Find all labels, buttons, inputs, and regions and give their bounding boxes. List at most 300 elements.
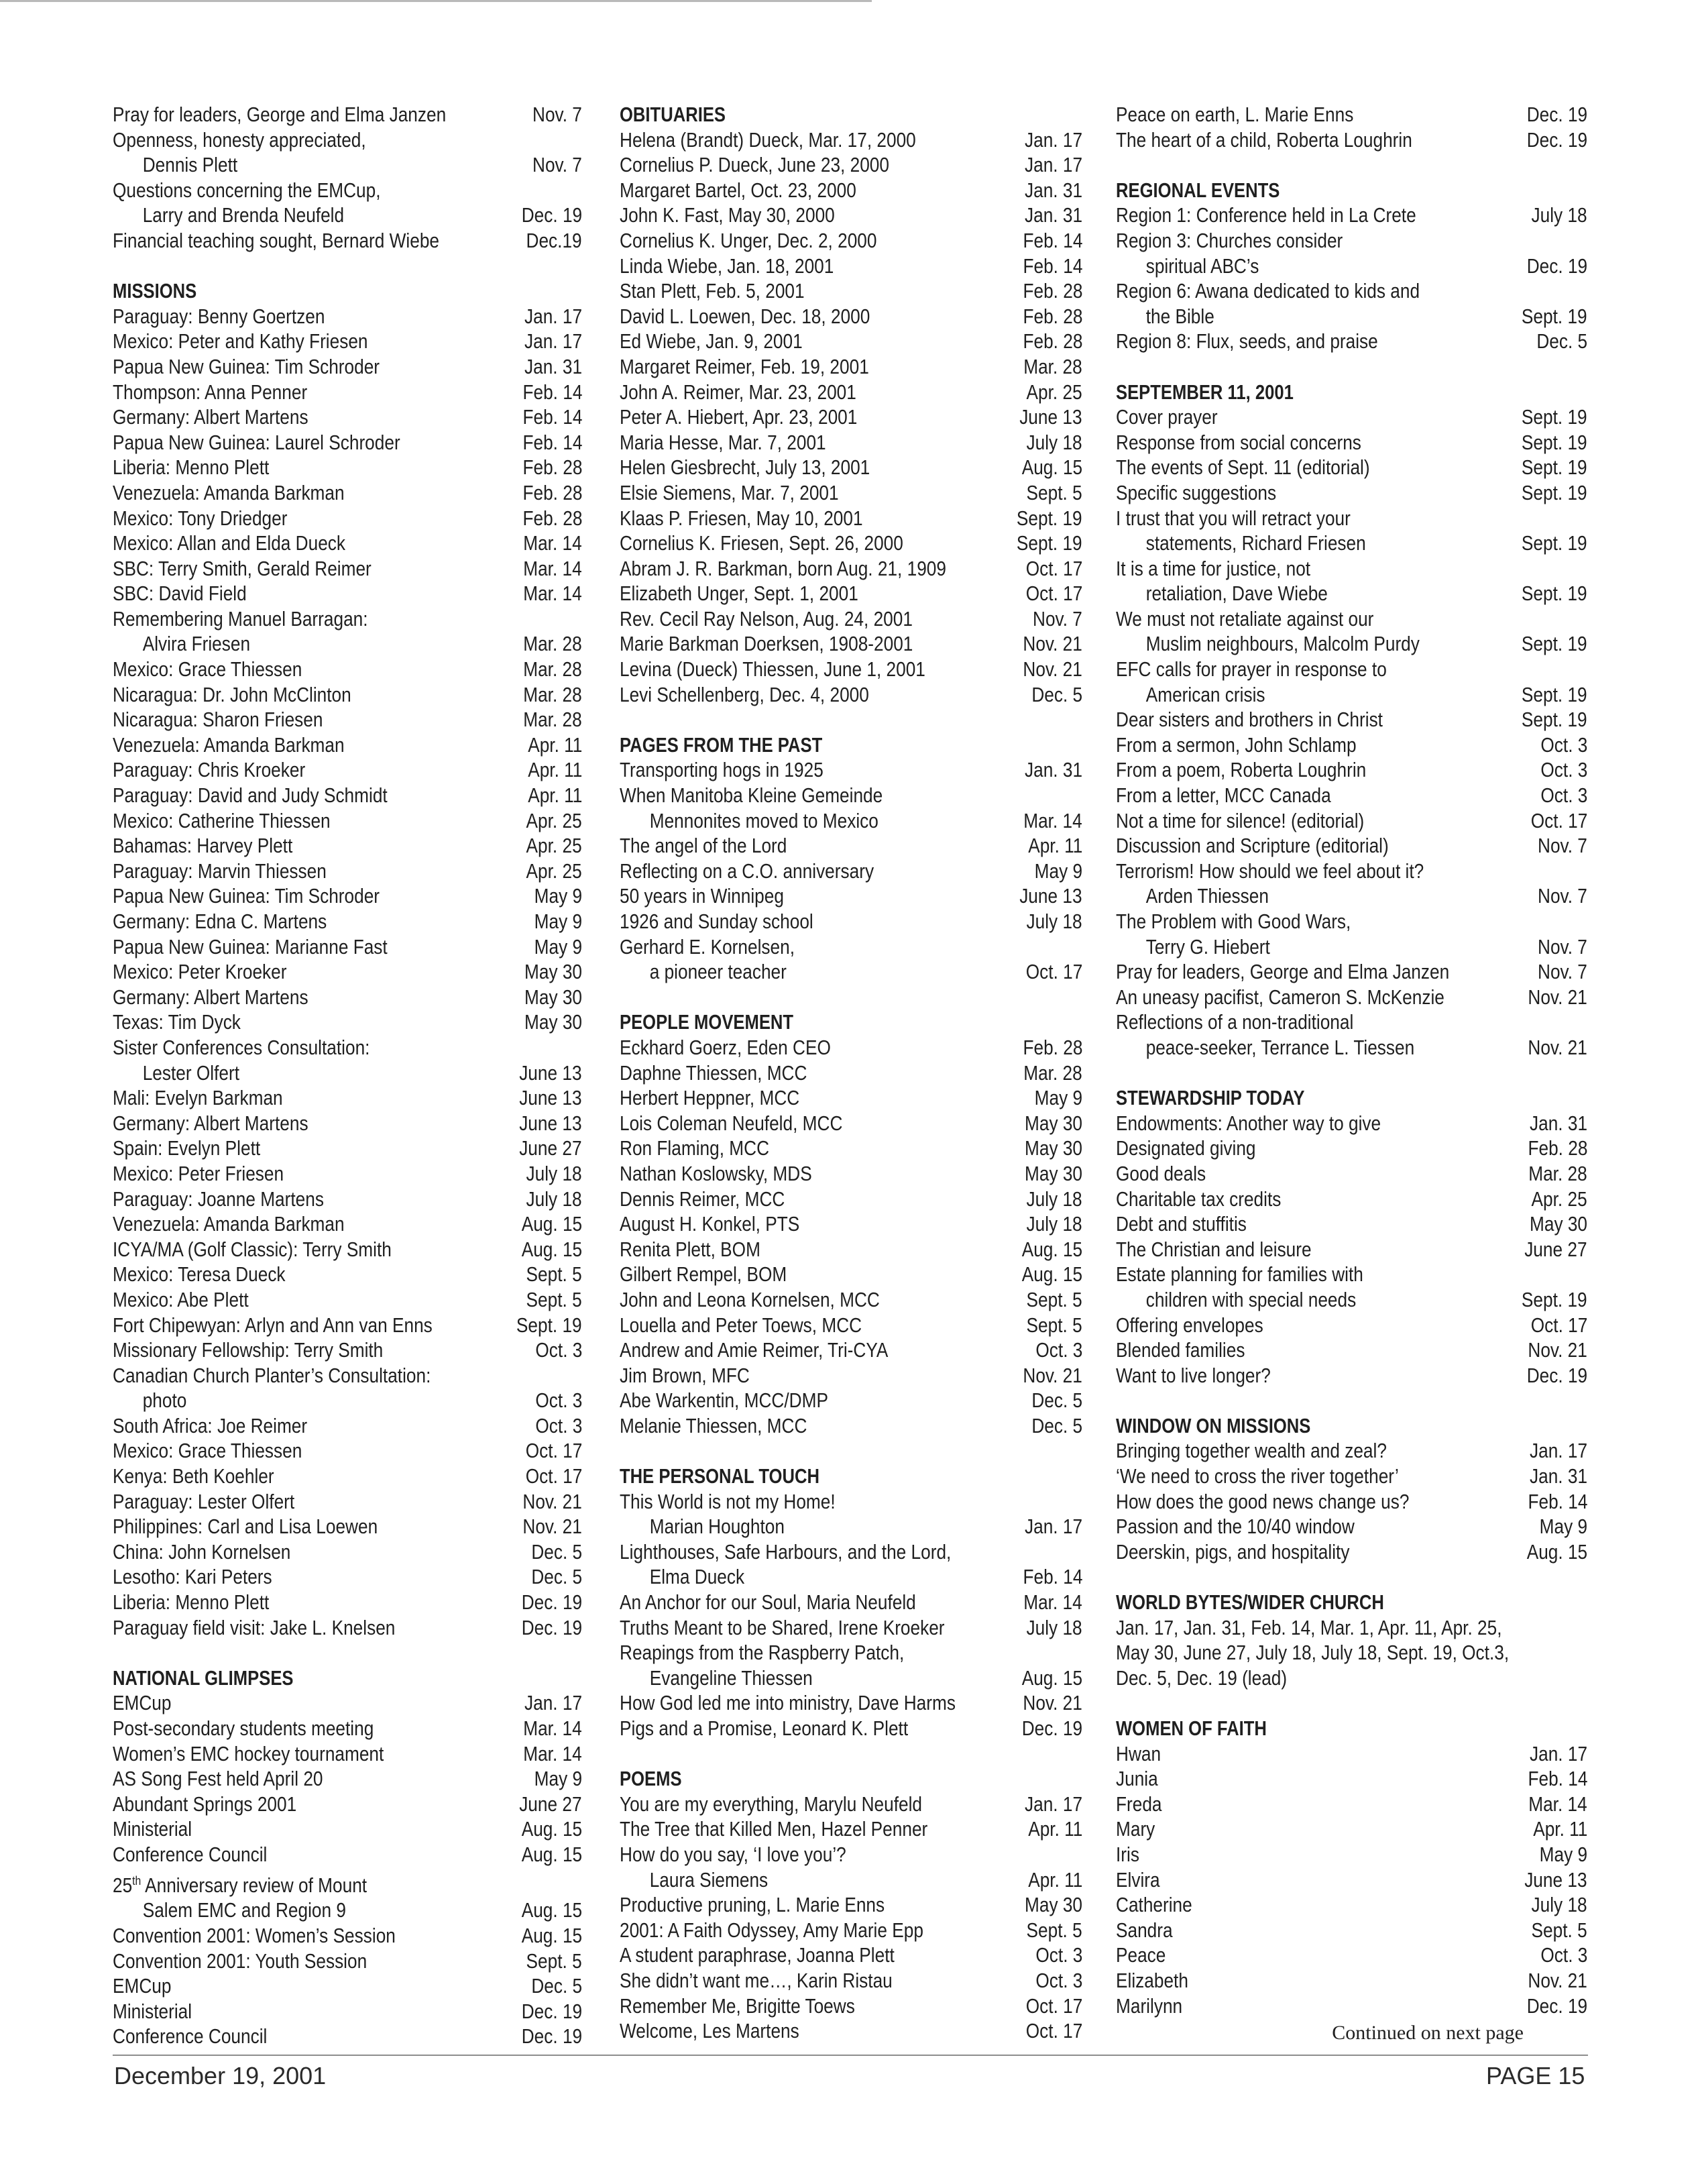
entry-date: Nov. 7	[532, 103, 582, 126]
index-entry	[620, 305, 1082, 330]
entry-title: Remember Me, Brigitte Toews	[620, 1994, 855, 2018]
entry-title: Jim Brown, MFC	[620, 1364, 750, 1387]
index-entry	[1116, 809, 1587, 834]
index-entry	[113, 1187, 582, 1213]
entry-title: Margaret Reimer, Feb. 19, 2001	[620, 355, 869, 378]
entry-title: Elvira	[1116, 1868, 1160, 1892]
entry-title: Good deals	[1116, 1162, 1206, 1185]
entry-title: Philippines: Carl and Lisa Loewen	[113, 1515, 378, 1539]
entry-title: Evangeline Thiessen	[649, 1666, 813, 1690]
index-entry	[113, 405, 582, 431]
entry-title: Conference Council	[113, 1843, 268, 1866]
continued-note: Continued on next page	[1332, 2022, 1524, 2044]
entry-title: Cornelius K. Friesen, Sept. 26, 2000	[620, 532, 903, 555]
entry-line	[113, 1414, 582, 1439]
entry-date: Oct. 3	[1540, 759, 1587, 782]
entry-title: SBC: Terry Smith, Gerald Reimer	[113, 557, 372, 580]
index-entry	[620, 1843, 1082, 1893]
index-entry	[620, 884, 1082, 910]
entry-date: July 18	[1026, 1616, 1082, 1639]
entry-line	[1116, 1364, 1587, 1389]
top-edge-line	[0, 0, 872, 2]
entry-line	[620, 128, 1082, 154]
entry-title: A student paraphrase, Joanna Plett	[620, 1944, 895, 1967]
index-entry	[1116, 1540, 1587, 1566]
index-entry	[113, 1464, 582, 1490]
entry-title: Mexico: Peter Kroeker	[113, 961, 287, 984]
entry-line	[113, 2000, 582, 2025]
entry-date: June 13	[519, 1087, 582, 1110]
entry-date: Apr. 11	[1027, 1868, 1082, 1892]
entry-title: ICYA/MA (Golf Classic): Terry Smith	[113, 1238, 392, 1261]
entry-title: Region 8: Flux, seeds, and praise	[1116, 330, 1378, 353]
entry-line	[1116, 834, 1587, 859]
index-entry	[620, 128, 1082, 154]
index-entry	[113, 1515, 582, 1540]
entry-line	[1116, 254, 1587, 280]
index-entry	[1116, 607, 1587, 657]
entry-date: Oct. 3	[535, 1389, 582, 1413]
index-entry	[1116, 1313, 1587, 1339]
entry-line	[620, 203, 1082, 229]
index-entry	[113, 380, 582, 406]
entry-date: Dec. 19	[1526, 254, 1587, 278]
entry-line	[1116, 1439, 1587, 1464]
entry-line	[113, 1974, 582, 2000]
entry-date: July 18	[1026, 1213, 1082, 1236]
index-entry	[113, 1490, 582, 1515]
index-entry	[113, 960, 582, 985]
entry-date: Apr. 25	[526, 834, 582, 858]
index-entry	[620, 910, 1082, 935]
entry-line	[1116, 632, 1587, 657]
entry-title: ‘We need to cross the river together’	[1116, 1465, 1399, 1488]
entry-title: Venezuela: Amanda Barkman	[113, 733, 345, 757]
index-entry	[620, 582, 1082, 607]
entry-line	[1116, 1338, 1587, 1364]
entry-date: Aug. 15	[521, 1924, 582, 1947]
entry-date: Feb. 14	[1528, 1767, 1587, 1791]
entry-line	[620, 1061, 1082, 1087]
index-entry	[1116, 455, 1587, 481]
index-entry	[113, 1010, 582, 1036]
index-entry	[1116, 1464, 1587, 1490]
entry-date: Sept. 19	[1522, 683, 1587, 706]
footer-page-number: PAGE 15	[1486, 2062, 1585, 2089]
entry-date: Sept. 19	[1522, 431, 1587, 454]
index-entry	[620, 1238, 1082, 1263]
entry-title: Terrorism! How should we feel about it?	[1116, 859, 1424, 883]
entry-title: 25th Anniversary review of Mount	[113, 1873, 367, 1897]
entry-line	[1116, 557, 1587, 582]
entry-line	[620, 884, 1082, 910]
entry-date: Jan. 17	[524, 1692, 582, 1715]
index-entry	[1116, 103, 1587, 128]
index-entry	[1116, 1817, 1587, 1843]
entry-date: Feb. 28	[522, 481, 582, 504]
entry-line	[113, 884, 582, 910]
entry-line	[620, 506, 1082, 532]
index-entry	[1116, 1010, 1587, 1060]
entry-date: Sept. 19	[1017, 532, 1082, 555]
entry-line	[113, 1212, 582, 1238]
entry-date: Apr. 11	[1027, 834, 1082, 858]
entry-date: July 18	[1026, 431, 1082, 454]
entry-title: Peace	[1116, 1944, 1166, 1967]
index-entry	[113, 607, 582, 657]
index-entry	[113, 1439, 582, 1464]
entry-line	[1116, 1288, 1587, 1313]
entry-title: Laura Siemens	[649, 1868, 769, 1892]
index-entry	[113, 985, 582, 1011]
entry-date: Oct. 17	[1530, 1313, 1587, 1337]
entry-title: Salem EMC and Region 9	[142, 1899, 346, 1922]
entry-line	[113, 1238, 582, 1263]
entry-line	[620, 531, 1082, 557]
entry-title: peace-seeker, Terrance L. Tiessen	[1145, 1036, 1415, 1059]
entry-line	[620, 229, 1082, 254]
entry-line	[1116, 279, 1587, 305]
entry-title: Welcome, Les Martens	[620, 2020, 799, 2043]
entry-line	[1116, 910, 1587, 935]
index-entry	[113, 1590, 582, 1616]
entry-line	[1116, 1162, 1587, 1187]
entry-title: Rev. Cecil Ray Nelson, Aug. 24, 2001	[620, 607, 913, 631]
entry-date: Sept. 5	[1026, 1288, 1082, 1311]
index-entry	[1116, 1742, 1587, 1767]
entry-date: Feb. 28	[1023, 305, 1082, 328]
entry-line	[620, 1666, 1082, 1692]
entry-date: Dec. 19	[1526, 128, 1587, 152]
entry-date: Nov. 21	[1528, 985, 1587, 1009]
index-entry	[620, 1212, 1082, 1238]
entry-line	[620, 1238, 1082, 1263]
index-entry	[620, 632, 1082, 657]
index-entry	[113, 1742, 582, 1767]
index-entry	[1116, 506, 1587, 557]
index-entry	[620, 1338, 1082, 1364]
index-entry	[113, 178, 582, 229]
entry-title: Blended families	[1116, 1339, 1245, 1362]
index-entry	[620, 834, 1082, 859]
entry-title: Mary	[1116, 1818, 1155, 1841]
entry-title: Eckhard Goerz, Eden CEO	[620, 1036, 831, 1059]
entry-date: Apr. 25	[526, 809, 582, 832]
entry-line	[1116, 329, 1587, 355]
entry-date: Sept. 19	[1522, 582, 1587, 606]
entry-line	[620, 305, 1082, 330]
index-entry	[620, 1943, 1082, 1969]
index-entry	[113, 1924, 582, 1949]
entry-title: retaliation, Dave Wiebe	[1145, 582, 1328, 606]
entry-date: Apr. 25	[1531, 1187, 1587, 1211]
entry-date: June 27	[519, 1792, 582, 1816]
entry-title: Levi Schellenberg, Dec. 4, 2000	[620, 683, 869, 706]
index-entry	[113, 329, 582, 355]
entry-date: Oct. 3	[535, 1414, 582, 1437]
entry-title: Maria Hesse, Mar. 7, 2001	[620, 431, 826, 454]
entry-line	[113, 1262, 582, 1288]
entry-date: Dec. 19	[521, 1616, 582, 1639]
entry-line	[620, 1691, 1082, 1716]
entry-title: 2001: A Faith Odyssey, Amy Marie Epp	[620, 1918, 923, 1942]
index-entry	[620, 607, 1082, 633]
index-entry	[113, 431, 582, 456]
section-heading: POEMS	[620, 1767, 682, 1791]
entry-line	[1116, 1464, 1587, 1490]
entry-line	[620, 1338, 1082, 1364]
index-entry	[1116, 1515, 1587, 1540]
index-entry	[620, 329, 1082, 355]
entry-date: Feb. 14	[522, 406, 582, 429]
entry-title: Paraguay: Joanne Martens	[113, 1187, 324, 1211]
entry-line	[113, 834, 582, 859]
entry-line	[1116, 607, 1587, 633]
index-entry	[1116, 758, 1587, 783]
entry-title: Herbert Heppner, MCC	[620, 1087, 800, 1110]
index-entry	[620, 1061, 1082, 1087]
entry-line	[620, 1288, 1082, 1313]
index-entry	[1116, 1893, 1587, 1918]
entry-title: Productive pruning, L. Marie Enns	[620, 1894, 885, 1917]
entry-date: Jan. 31	[1024, 178, 1082, 202]
entry-title: American crisis	[1145, 683, 1265, 706]
section-heading: WORLD BYTES/WIDER CHURCH	[1116, 1591, 1384, 1615]
index-entry	[1116, 279, 1587, 329]
entry-line	[113, 1061, 582, 1087]
entry-date: Jan. 31	[524, 355, 582, 378]
entry-line	[113, 128, 582, 154]
index-entry	[113, 834, 582, 859]
entry-date: Apr. 11	[1532, 1818, 1587, 1841]
entry-title: Sandra	[1116, 1918, 1173, 1942]
entry-title: Abram J. R. Barkman, born Aug. 21, 1909	[620, 557, 946, 580]
entry-line	[113, 380, 582, 406]
entry-title: Questions concerning the EMCup,	[113, 178, 381, 202]
entry-title: Mexico: Catherine Thiessen	[113, 809, 331, 832]
index-entry	[113, 1949, 582, 1975]
index-entry	[113, 1414, 582, 1439]
index-entry	[113, 229, 582, 254]
index-entry	[1116, 783, 1587, 809]
entry-line	[1116, 506, 1587, 532]
entry-date: Dec. 5	[1031, 683, 1082, 706]
entry-title: Gerhard E. Kornelsen,	[620, 935, 795, 959]
entry-line	[113, 1742, 582, 1767]
entry-title: EMCup	[113, 1975, 172, 1998]
entry-title: Liberia: Menno Plett	[113, 1591, 270, 1615]
entry-title: Paraguay field visit: Jake L. Knelsen	[113, 1616, 396, 1639]
entry-title: Mennonites moved to Mexico	[649, 809, 878, 832]
entry-line	[113, 481, 582, 506]
entry-title: Financial teaching sought, Bernard Wiebe	[113, 229, 440, 252]
index-entry	[113, 1238, 582, 1263]
entry-line	[113, 1313, 582, 1339]
entry-date: Oct. 3	[1035, 1969, 1082, 1992]
entry-title: Dear sisters and brothers in Christ	[1116, 708, 1383, 732]
entry-title: Marian Houghton	[649, 1515, 785, 1539]
index-entry	[113, 1364, 582, 1414]
entry-date: Sept. 19	[516, 1313, 582, 1337]
index-entry	[113, 683, 582, 708]
entry-title: Cover prayer	[1116, 406, 1218, 429]
index-entry	[1116, 481, 1587, 506]
entry-line	[113, 1565, 582, 1590]
index-entry	[1116, 1792, 1587, 1818]
entry-line	[1116, 305, 1587, 330]
entry-date: May 9	[1034, 1087, 1082, 1110]
entry-title: Papua New Guinea: Tim Schroder	[113, 885, 380, 908]
entry-line	[620, 1364, 1082, 1389]
entry-line	[113, 531, 582, 557]
entry-date: Dec. 19	[521, 204, 582, 227]
entry-title: Ministerial	[113, 2000, 192, 2023]
entry-line	[620, 1540, 1082, 1566]
entry-line	[1116, 203, 1587, 229]
index-entry	[1116, 1943, 1587, 1969]
footer-date: December 19, 2001	[114, 2062, 327, 2089]
index-entry	[620, 380, 1082, 406]
entry-line	[620, 960, 1082, 985]
index-entry	[1116, 985, 1587, 1011]
entry-date: Nov. 21	[1528, 1036, 1587, 1059]
index-entry	[620, 1918, 1082, 1944]
entry-title: The Tree that Killed Men, Hazel Penner	[620, 1818, 928, 1841]
entry-line	[113, 733, 582, 759]
index-entry	[620, 1388, 1082, 1414]
entry-line	[620, 809, 1082, 834]
entry-date: Feb. 14	[1023, 1566, 1082, 1589]
index-entry	[1116, 708, 1587, 733]
entry-line	[113, 153, 582, 178]
index-entry	[620, 935, 1082, 985]
entry-date: Mar. 28	[1023, 1061, 1082, 1085]
entry-title: 50 years in Winnipeg	[620, 885, 784, 908]
entry-date: Aug. 15	[521, 1213, 582, 1236]
entry-line	[1116, 657, 1587, 683]
index-entry	[1116, 229, 1587, 279]
entry-line	[1116, 1943, 1587, 1969]
entry-date: Aug. 15	[1021, 1263, 1082, 1287]
index-entry	[620, 1969, 1082, 1994]
entry-date: Sept. 5	[1026, 1918, 1082, 1942]
entry-title: The events of Sept. 11 (editorial)	[1116, 456, 1370, 480]
entry-line	[1116, 960, 1587, 985]
entry-date: Dec.19	[526, 229, 582, 252]
entry-title: Not a time for silence! (editorial)	[1116, 809, 1365, 832]
entry-title: Endowments: Another way to give	[1116, 1111, 1381, 1135]
entry-date: Oct. 17	[1025, 557, 1082, 580]
entry-title: Mexico: Peter and Kathy Friesen	[113, 330, 368, 353]
entry-line	[1116, 229, 1587, 254]
entry-line	[620, 1893, 1082, 1918]
entry-title: Mexico: Grace Thiessen	[113, 1439, 302, 1463]
entry-line	[113, 455, 582, 481]
entry-date: Mar. 14	[523, 532, 582, 555]
index-entry	[1116, 1238, 1587, 1263]
entry-line	[113, 1288, 582, 1313]
entry-line	[620, 1162, 1082, 1187]
entry-title: She didn’t want me…, Karin Ristau	[620, 1969, 893, 1992]
index-column-1	[113, 103, 582, 2050]
entry-title: Gilbert Rempel, BOM	[620, 1263, 787, 1287]
entry-date: Nov. 7	[1538, 834, 1587, 858]
entry-line	[113, 355, 582, 380]
index-entry	[620, 355, 1082, 380]
entry-title: EMCup	[113, 1692, 172, 1715]
entry-line	[113, 1515, 582, 1540]
entry-line	[620, 1262, 1082, 1288]
index-entry	[1116, 1918, 1587, 1944]
entry-date: May 9	[534, 885, 582, 908]
entry-title: David L. Loewen, Dec. 18, 2000	[620, 305, 870, 328]
entry-title: Region 3: Churches consider	[1116, 229, 1343, 252]
entry-line	[620, 1918, 1082, 1944]
entry-title: Margaret Bartel, Oct. 23, 2000	[620, 178, 856, 202]
entry-line	[620, 783, 1082, 809]
entry-date: Mar. 14	[1528, 1792, 1587, 1816]
entry-date: Nov. 7	[1033, 607, 1082, 631]
entry-line	[620, 1565, 1082, 1590]
index-entry	[1116, 1136, 1587, 1162]
section-heading: OBITUARIES	[620, 103, 726, 126]
entry-line	[1116, 1843, 1587, 1868]
entry-date: Jan. 17	[524, 305, 582, 328]
entry-line	[113, 203, 582, 229]
index-entry	[620, 178, 1082, 204]
entry-date: Dec. 19	[1526, 1994, 1587, 2018]
entry-title: Paraguay: David and Judy Schmidt	[113, 784, 388, 808]
entry-title: Helen Giesbrecht, July 13, 2001	[620, 456, 870, 480]
entry-date: May 30	[524, 961, 582, 984]
index-entry	[620, 1691, 1082, 1716]
entry-line	[620, 1868, 1082, 1894]
entry-title: Arden Thiessen	[1145, 885, 1269, 908]
entry-date: Feb. 14	[1023, 229, 1082, 252]
entry-date: Mar. 14	[523, 1717, 582, 1740]
index-entry	[113, 1974, 582, 2000]
entry-title: Region 1: Conference held in La Crete	[1116, 204, 1416, 227]
index-entry	[1116, 557, 1587, 607]
index-entry	[113, 1868, 582, 1924]
index-entry	[1116, 1868, 1587, 1894]
entry-title: Paraguay: Lester Olfert	[113, 1490, 295, 1513]
entry-line	[113, 1162, 582, 1187]
entry-date: Mar. 28	[1528, 1162, 1587, 1185]
entry-title: Andrew and Amie Reimer, Tri-CYA	[620, 1339, 889, 1362]
entry-title: Elizabeth	[1116, 1969, 1188, 1992]
entry-line	[1116, 859, 1587, 885]
index-entry	[113, 1136, 582, 1162]
entry-line	[113, 1691, 582, 1716]
entry-line	[113, 178, 582, 204]
entry-date: Sept. 19	[1522, 481, 1587, 504]
index-entry	[113, 455, 582, 481]
entry-line	[1116, 1540, 1587, 1566]
index-entry	[620, 1792, 1082, 1818]
entry-line	[113, 1898, 582, 1924]
entry-line	[1116, 1515, 1587, 1540]
entry-date: Sept. 19	[1522, 532, 1587, 555]
entry-line	[1116, 985, 1587, 1011]
index-entry	[1116, 1767, 1587, 1792]
entry-title: Reflecting on a C.O. anniversary	[620, 859, 874, 883]
entry-title: It is a time for justice, not	[1116, 557, 1311, 580]
entry-title: Louella and Peter Toews, MCC	[620, 1313, 862, 1337]
index-entry	[620, 1364, 1082, 1389]
entry-line	[620, 1212, 1082, 1238]
entry-title: Openness, honesty appreciated,	[113, 128, 366, 152]
